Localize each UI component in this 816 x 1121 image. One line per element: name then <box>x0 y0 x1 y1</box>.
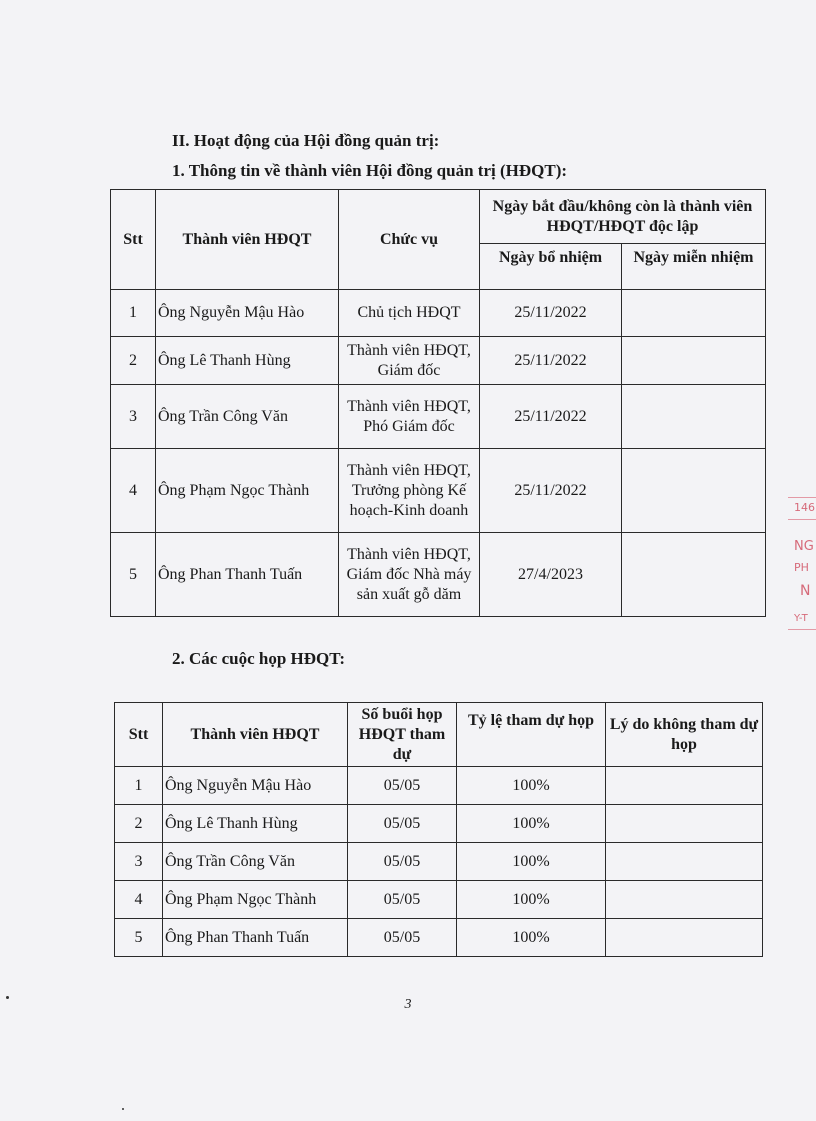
col-header-meetings: Số buổi họp HĐQT tham dự <box>348 703 457 767</box>
col-header-appointed: Ngày bổ nhiệm <box>480 244 622 290</box>
cell-rate: 100% <box>457 843 606 881</box>
cell-reason <box>606 881 763 919</box>
cell-position: Chủ tịch HĐQT <box>339 290 480 337</box>
cell-appointed: 25/11/2022 <box>480 337 622 385</box>
cell-member: Ông Lê Thanh Hùng <box>163 805 348 843</box>
cell-dismissed <box>622 449 766 533</box>
cell-dismissed <box>622 385 766 449</box>
col-header-member: Thành viên HĐQT <box>156 190 339 290</box>
col-header-rate: Tỷ lệ tham dự họp <box>457 703 606 767</box>
cell-meetings: 05/05 <box>348 881 457 919</box>
cell-stt: 1 <box>111 290 156 337</box>
cell-member: Ông Trần Công Văn <box>163 843 348 881</box>
section-heading: II. Hoạt động của Hội đồng quản trị: <box>172 131 440 150</box>
cell-reason <box>606 805 763 843</box>
cell-rate: 100% <box>457 919 606 957</box>
stamp-text: N <box>800 583 811 599</box>
col-header-dismissed: Ngày miễn nhiệm <box>622 244 766 290</box>
cell-stt: 5 <box>115 919 163 957</box>
cell-meetings: 05/05 <box>348 805 457 843</box>
stamp-text: PH <box>794 561 809 574</box>
cell-stt: 4 <box>115 881 163 919</box>
page-number: 3 <box>404 997 412 1012</box>
table-row <box>111 533 766 617</box>
seal-stamp-fragment <box>788 495 816 655</box>
cell-meetings: 05/05 <box>348 767 457 805</box>
cell-member: Ông Phạm Ngọc Thành <box>156 449 339 533</box>
stamp-text: NG <box>794 539 814 554</box>
cell-reason <box>606 843 763 881</box>
cell-dismissed <box>622 337 766 385</box>
table-row <box>115 767 763 805</box>
cell-stt: 2 <box>111 337 156 385</box>
col-header-reason: Lý do không tham dự họp <box>606 703 763 767</box>
cell-appointed: 25/11/2022 <box>480 385 622 449</box>
table2-title: 2. Các cuộc họp HĐQT: <box>172 649 345 668</box>
cell-reason <box>606 767 763 805</box>
cell-meetings: 05/05 <box>348 843 457 881</box>
col-header-stt: Stt <box>111 190 156 290</box>
table1-title: 1. Thông tin về thành viên Hội đồng quản trị (HĐQT): <box>172 161 568 180</box>
col-header-position: Chức vụ <box>339 190 480 290</box>
cell-member: Ông Phạm Ngọc Thành <box>163 881 348 919</box>
table-row <box>111 385 766 449</box>
cell-stt: 1 <box>115 767 163 805</box>
cell-appointed: 27/4/2023 <box>480 533 622 617</box>
table-row <box>111 449 766 533</box>
cell-stt: 3 <box>115 843 163 881</box>
col-header-stt: Stt <box>115 703 163 767</box>
stamp-text: 146 <box>794 501 815 514</box>
board-meetings-table <box>114 702 763 957</box>
cell-member: Ông Lê Thanh Hùng <box>156 337 339 385</box>
cell-meetings: 05/05 <box>348 919 457 957</box>
cell-dismissed <box>622 290 766 337</box>
cell-position: Thành viên HĐQT, Giám đốc Nhà máy sản xuất gỗ dăm <box>339 533 480 617</box>
cell-reason <box>606 919 763 957</box>
cell-appointed: 25/11/2022 <box>480 449 622 533</box>
stamp-text: Y-T <box>794 613 808 624</box>
table-row <box>115 919 763 957</box>
table-row <box>111 290 766 337</box>
cell-appointed: 25/11/2022 <box>480 290 622 337</box>
table-row <box>115 843 763 881</box>
table-row <box>115 881 763 919</box>
col-header-member: Thành viên HĐQT <box>163 703 348 767</box>
cell-member: Ông Phan Thanh Tuấn <box>163 919 348 957</box>
cell-position: Thành viên HĐQT, Phó Giám đốc <box>339 385 480 449</box>
cell-dismissed <box>622 533 766 617</box>
cell-stt: 3 <box>111 385 156 449</box>
col-header-date-group: Ngày bắt đầu/không còn là thành viên HĐQT/HĐQT độc lập <box>480 190 766 244</box>
scan-speck <box>6 996 9 999</box>
cell-position: Thành viên HĐQT, Trưởng phòng Kế hoạch-Kinh doanh <box>339 449 480 533</box>
board-members-table <box>110 189 766 617</box>
cell-stt: 4 <box>111 449 156 533</box>
scan-speck <box>122 1108 124 1110</box>
cell-rate: 100% <box>457 881 606 919</box>
cell-member: Ông Trần Công Văn <box>156 385 339 449</box>
table-row <box>115 805 763 843</box>
table-row <box>111 337 766 385</box>
cell-stt: 2 <box>115 805 163 843</box>
cell-rate: 100% <box>457 767 606 805</box>
cell-member: Ông Phan Thanh Tuấn <box>156 533 339 617</box>
cell-member: Ông Nguyễn Mậu Hào <box>156 290 339 337</box>
cell-rate: 100% <box>457 805 606 843</box>
cell-position: Thành viên HĐQT, Giám đốc <box>339 337 480 385</box>
cell-stt: 5 <box>111 533 156 617</box>
cell-member: Ông Nguyễn Mậu Hào <box>163 767 348 805</box>
